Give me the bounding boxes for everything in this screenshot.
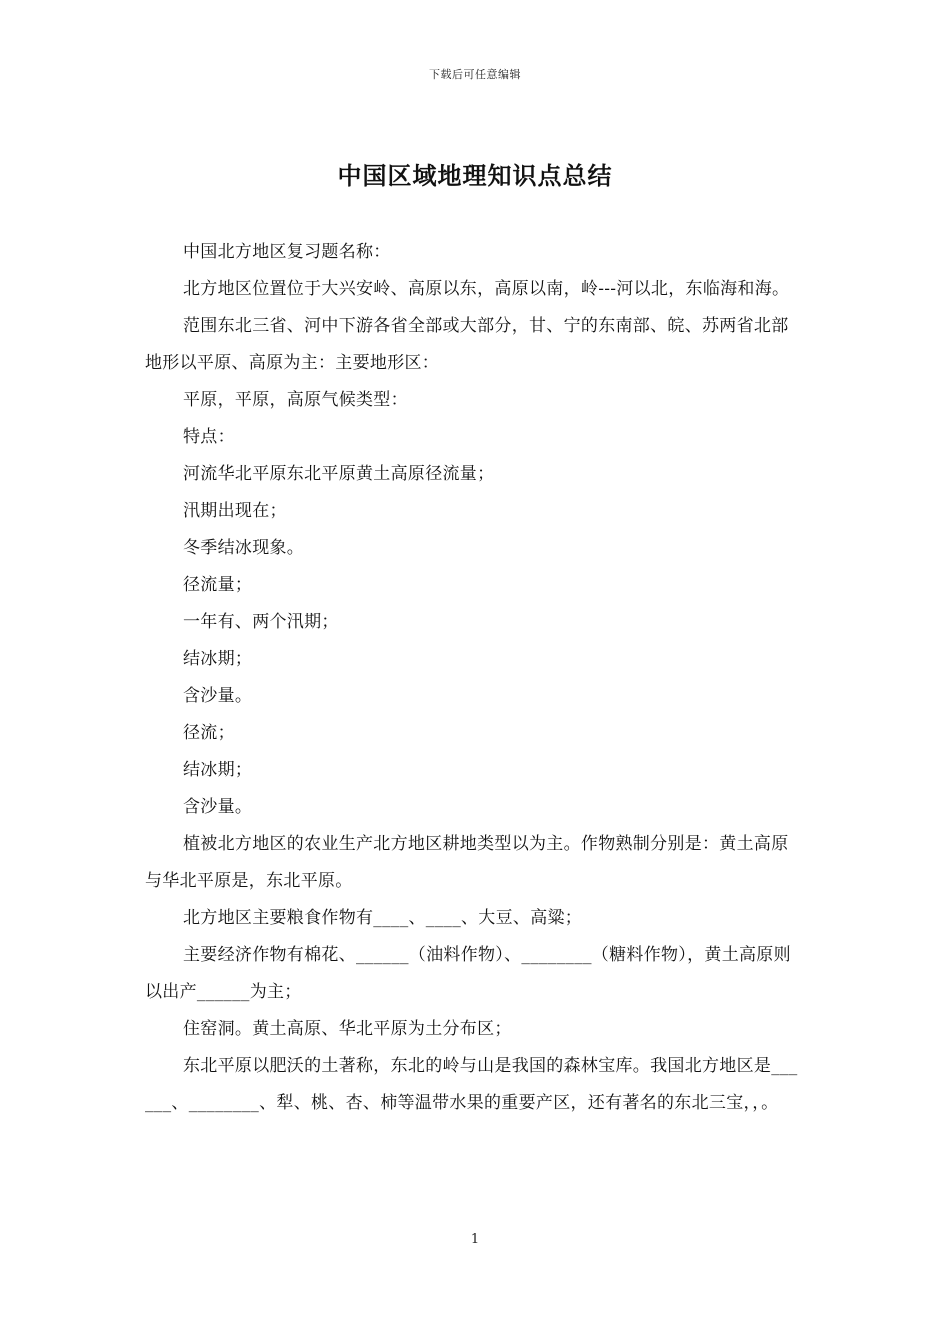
paragraph: 径流量； (183, 575, 253, 595)
paragraph: 含沙量。 (183, 797, 253, 817)
paragraph: 冬季结冰现象。 (183, 538, 305, 558)
paragraph: 植被北方地区的农业生产北方地区耕地类型以为主。作物熟制分别是：黄土高原与华北平原是，东北平原。 (145, 834, 789, 891)
paragraph: 北方地区主要粮食作物有____、____、大豆、高粱； (183, 908, 583, 928)
paragraph: 河流华北平原东北平原黄土高原径流量； (183, 464, 495, 484)
paragraph: 结冰期； (183, 649, 253, 669)
document-body (145, 234, 805, 1122)
paragraph: 结冰期； (183, 760, 253, 780)
header-note: 下载后可任意编辑 (429, 68, 521, 81)
paragraph: 平原，平原，高原气候类型： (183, 390, 408, 410)
page-number: 1 (470, 1232, 480, 1247)
paragraph: 汛期出现在； (183, 501, 287, 521)
paragraph: 范围东北三省、河中下游各省全部或大部分，甘、宁的东南部、皖、苏两省北部地形以平原、高原为主：主要地形区： (145, 316, 789, 373)
paragraph: 特点： (183, 427, 235, 447)
paragraph: 北方地区位置位于大兴安岭、高原以东，高原以南，岭---河以北，东临海和海。 (183, 279, 790, 299)
paragraph: 含沙量。 (183, 686, 253, 706)
paragraph: 中国北方地区复习题名称： (183, 242, 391, 262)
paragraph: 住窑洞。黄土高原、华北平原为土分布区； (183, 1019, 512, 1039)
paragraph: 东北平原以肥沃的土著称，东北的岭与山是我国的森林宝库。我国北方地区是______、________、犁、桃、杏、柿等温带水果的重要产区，还有著名的东北三宝，，。 (145, 1056, 798, 1113)
document-title: 中国区域地理知识点总结 (337, 161, 613, 190)
paragraph: 径流； (183, 723, 235, 743)
paragraph: 一年有、两个汛期； (183, 612, 339, 632)
paragraph: 主要经济作物有棉花、______（油料作物）、________（糖料作物），黄土高原则以出产______为主； (145, 945, 791, 1002)
